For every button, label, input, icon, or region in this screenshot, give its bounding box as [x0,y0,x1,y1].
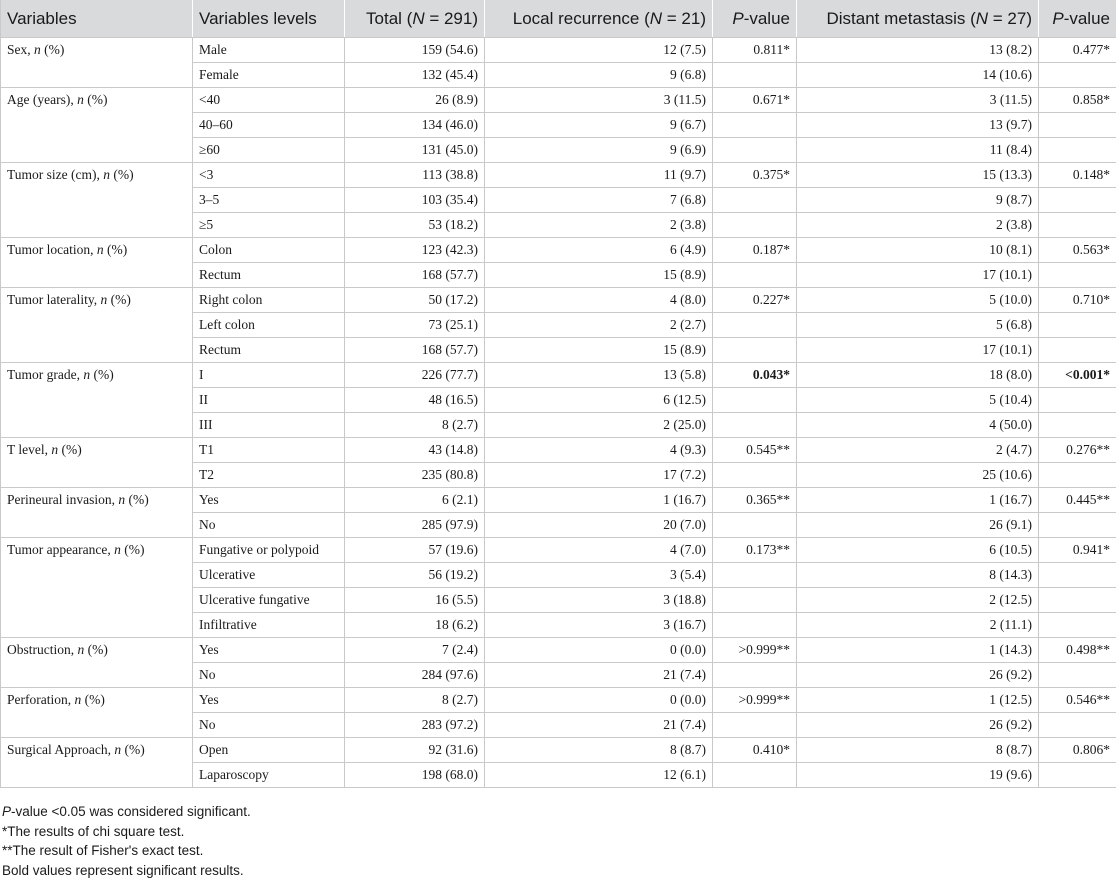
table-row [1,438,1116,463]
total-cell: 26 (8.9) [345,88,485,113]
local-recurrence-cell: 0 (0.0) [485,638,713,663]
p-value-local-cell [713,63,797,88]
distant-metastasis-cell: 4 (50.0) [797,413,1039,438]
level-cell: Fungative or polypoid [193,538,345,563]
p-value-local-cell: 0.365** [713,488,797,513]
distant-metastasis-cell: 17 (10.1) [797,263,1039,288]
local-recurrence-cell: 3 (16.7) [485,613,713,638]
p-value-local-cell [713,388,797,413]
distant-metastasis-cell: 9 (8.7) [797,188,1039,213]
total-cell: 103 (35.4) [345,188,485,213]
footnote-chi-square: *The results of chi square test. [2,822,1116,842]
table-row [1,288,1116,313]
total-cell: 132 (45.4) [345,63,485,88]
p-value-distant-cell [1039,613,1116,638]
local-recurrence-cell: 6 (4.9) [485,238,713,263]
p-value-local-cell: 0.375* [713,163,797,188]
total-cell: 50 (17.2) [345,288,485,313]
p-value-distant-cell [1039,763,1116,788]
distant-metastasis-cell: 26 (9.2) [797,713,1039,738]
local-recurrence-cell: 4 (9.3) [485,438,713,463]
distant-metastasis-cell: 8 (8.7) [797,738,1039,763]
total-cell: 16 (5.5) [345,588,485,613]
table-row [1,488,1116,513]
header-total: Total (N = 291) [345,0,485,38]
local-recurrence-cell: 9 (6.8) [485,63,713,88]
level-cell: Ulcerative fungative [193,588,345,613]
distant-metastasis-cell: 6 (10.5) [797,538,1039,563]
p-value-local-cell: 0.410* [713,738,797,763]
variable-cell: T level, n (%) [1,438,193,488]
p-value-local-cell: 0.545** [713,438,797,463]
distant-metastasis-cell: 1 (12.5) [797,688,1039,713]
distant-metastasis-cell: 5 (10.4) [797,388,1039,413]
local-recurrence-cell: 9 (6.7) [485,113,713,138]
local-recurrence-cell: 9 (6.9) [485,138,713,163]
total-cell: 168 (57.7) [345,263,485,288]
distant-metastasis-cell: 15 (13.3) [797,163,1039,188]
local-recurrence-cell: 3 (18.8) [485,588,713,613]
p-value-distant-cell: 0.563* [1039,238,1116,263]
total-cell: 226 (77.7) [345,363,485,388]
p-value-local-cell [713,263,797,288]
table-body [1,38,1116,788]
level-cell: Right colon [193,288,345,313]
variable-cell: Tumor size (cm), n (%) [1,163,193,238]
header-row [1,0,1116,38]
total-cell: 8 (2.7) [345,688,485,713]
variable-cell: Sex, n (%) [1,38,193,88]
p-value-distant-cell: 0.276** [1039,438,1116,463]
total-cell: 168 (57.7) [345,338,485,363]
level-cell: Rectum [193,338,345,363]
p-value-distant-cell: 0.445** [1039,488,1116,513]
p-value-local-cell: 0.811* [713,38,797,63]
distant-metastasis-cell: 8 (14.3) [797,563,1039,588]
level-cell: ≥60 [193,138,345,163]
total-cell: 7 (2.4) [345,638,485,663]
header-p-value-distant: P-value [1039,0,1116,38]
distant-metastasis-cell: 3 (11.5) [797,88,1039,113]
distant-metastasis-cell: 5 (10.0) [797,288,1039,313]
variable-cell: Obstruction, n (%) [1,638,193,688]
distant-metastasis-cell: 1 (14.3) [797,638,1039,663]
p-value-distant-cell [1039,513,1116,538]
table-row [1,638,1116,663]
p-value-local-cell [713,588,797,613]
table-footnotes [0,788,1116,880]
variable-cell: Perforation, n (%) [1,688,193,738]
level-cell: Female [193,63,345,88]
p-value-distant-cell [1039,588,1116,613]
variable-cell: Tumor location, n (%) [1,238,193,288]
level-cell: Infiltrative [193,613,345,638]
variable-cell: Surgical Approach, n (%) [1,738,193,788]
footnote-significance: P-value <0.05 was considered significant. [2,802,1116,822]
p-value-local-cell [713,613,797,638]
variable-cell: Tumor appearance, n (%) [1,538,193,638]
distant-metastasis-cell: 17 (10.1) [797,338,1039,363]
local-recurrence-cell: 7 (6.8) [485,188,713,213]
level-cell: 40–60 [193,113,345,138]
local-recurrence-cell: 15 (8.9) [485,263,713,288]
variable-cell: Tumor laterality, n (%) [1,288,193,363]
p-value-local-cell: 0.173** [713,538,797,563]
distant-metastasis-cell: 13 (8.2) [797,38,1039,63]
table-row [1,38,1116,63]
local-recurrence-cell: 3 (11.5) [485,88,713,113]
p-value-distant-cell [1039,263,1116,288]
level-cell: Yes [193,638,345,663]
local-recurrence-cell: 20 (7.0) [485,513,713,538]
distant-metastasis-cell: 2 (11.1) [797,613,1039,638]
p-value-local-cell [713,138,797,163]
local-recurrence-cell: 13 (5.8) [485,363,713,388]
distant-metastasis-cell: 2 (12.5) [797,588,1039,613]
total-cell: 283 (97.2) [345,713,485,738]
p-value-local-cell [713,463,797,488]
total-cell: 113 (38.8) [345,163,485,188]
distant-metastasis-cell: 2 (3.8) [797,213,1039,238]
distant-metastasis-cell: 18 (8.0) [797,363,1039,388]
level-cell: No [193,663,345,688]
level-cell: Laparoscopy [193,763,345,788]
table-row [1,688,1116,713]
local-recurrence-cell: 8 (8.7) [485,738,713,763]
local-recurrence-cell: 12 (7.5) [485,38,713,63]
header-local-recurrence: Local recurrence (N = 21) [485,0,713,38]
table-row [1,738,1116,763]
table-row [1,238,1116,263]
total-cell: 43 (14.8) [345,438,485,463]
p-value-local-cell: 0.227* [713,288,797,313]
p-value-local-cell: 0.043* [713,363,797,388]
total-cell: 56 (19.2) [345,563,485,588]
local-recurrence-cell: 15 (8.9) [485,338,713,363]
table-row [1,163,1116,188]
total-cell: 73 (25.1) [345,313,485,338]
p-value-local-cell: 0.187* [713,238,797,263]
distant-metastasis-cell: 13 (9.7) [797,113,1039,138]
footnote-bold: Bold values represent significant results. [2,861,1116,880]
total-cell: 123 (42.3) [345,238,485,263]
level-cell: T2 [193,463,345,488]
header-distant-metastasis: Distant metastasis (N = 27) [797,0,1039,38]
level-cell: T1 [193,438,345,463]
level-cell: No [193,513,345,538]
p-value-distant-cell: <0.001* [1039,363,1116,388]
distant-metastasis-cell: 5 (6.8) [797,313,1039,338]
p-value-distant-cell [1039,713,1116,738]
level-cell: II [193,388,345,413]
level-cell: Colon [193,238,345,263]
level-cell: ≥5 [193,213,345,238]
level-cell: Left colon [193,313,345,338]
p-value-distant-cell [1039,113,1116,138]
distant-metastasis-cell: 10 (8.1) [797,238,1039,263]
p-value-distant-cell: 0.148* [1039,163,1116,188]
p-value-distant-cell: 0.710* [1039,288,1116,313]
p-value-distant-cell [1039,388,1116,413]
local-recurrence-cell: 0 (0.0) [485,688,713,713]
p-value-local-cell [713,338,797,363]
distant-metastasis-cell: 26 (9.2) [797,663,1039,688]
local-recurrence-cell: 6 (12.5) [485,388,713,413]
local-recurrence-cell: 21 (7.4) [485,713,713,738]
total-cell: 198 (68.0) [345,763,485,788]
distant-metastasis-cell: 11 (8.4) [797,138,1039,163]
p-value-distant-cell [1039,138,1116,163]
p-value-distant-cell [1039,413,1116,438]
level-cell: Ulcerative [193,563,345,588]
p-value-distant-cell: 0.806* [1039,738,1116,763]
total-cell: 53 (18.2) [345,213,485,238]
table-row [1,538,1116,563]
distant-metastasis-cell: 14 (10.6) [797,63,1039,88]
local-recurrence-cell: 21 (7.4) [485,663,713,688]
total-cell: 134 (46.0) [345,113,485,138]
p-value-local-cell [713,513,797,538]
total-cell: 131 (45.0) [345,138,485,163]
p-value-distant-cell [1039,213,1116,238]
p-value-local-cell: >0.999** [713,688,797,713]
table-row [1,363,1116,388]
p-value-local-cell [713,663,797,688]
level-cell: <40 [193,88,345,113]
total-cell: 8 (2.7) [345,413,485,438]
p-value-local-cell [713,213,797,238]
level-cell: Open [193,738,345,763]
distant-metastasis-cell: 1 (16.7) [797,488,1039,513]
level-cell: Yes [193,488,345,513]
p-value-local-cell [713,713,797,738]
total-cell: 284 (97.6) [345,663,485,688]
p-value-local-cell [713,113,797,138]
local-recurrence-cell: 2 (2.7) [485,313,713,338]
total-cell: 18 (6.2) [345,613,485,638]
level-cell: Rectum [193,263,345,288]
distant-metastasis-cell: 25 (10.6) [797,463,1039,488]
local-recurrence-cell: 2 (25.0) [485,413,713,438]
distant-metastasis-cell: 2 (4.7) [797,438,1039,463]
level-cell: I [193,363,345,388]
total-cell: 48 (16.5) [345,388,485,413]
p-value-distant-cell: 0.477* [1039,38,1116,63]
local-recurrence-cell: 17 (7.2) [485,463,713,488]
p-value-local-cell [713,188,797,213]
total-cell: 235 (80.8) [345,463,485,488]
p-value-distant-cell [1039,563,1116,588]
level-cell: III [193,413,345,438]
p-value-distant-cell [1039,663,1116,688]
p-value-local-cell [713,413,797,438]
level-cell: 3–5 [193,188,345,213]
variable-cell: Perineural invasion, n (%) [1,488,193,538]
local-recurrence-cell: 4 (7.0) [485,538,713,563]
local-recurrence-cell: 11 (9.7) [485,163,713,188]
local-recurrence-cell: 3 (5.4) [485,563,713,588]
p-value-distant-cell: 0.546** [1039,688,1116,713]
local-recurrence-cell: 12 (6.1) [485,763,713,788]
total-cell: 6 (2.1) [345,488,485,513]
distant-metastasis-cell: 26 (9.1) [797,513,1039,538]
p-value-local-cell [713,313,797,338]
table-row [1,88,1116,113]
p-value-distant-cell: 0.498** [1039,638,1116,663]
total-cell: 285 (97.9) [345,513,485,538]
total-cell: 159 (54.6) [345,38,485,63]
p-value-distant-cell [1039,63,1116,88]
local-recurrence-cell: 1 (16.7) [485,488,713,513]
p-value-local-cell: 0.671* [713,88,797,113]
p-value-local-cell [713,563,797,588]
total-cell: 57 (19.6) [345,538,485,563]
level-cell: No [193,713,345,738]
variable-cell: Tumor grade, n (%) [1,363,193,438]
p-value-local-cell [713,763,797,788]
level-cell: Yes [193,688,345,713]
level-cell: Male [193,38,345,63]
p-value-distant-cell: 0.941* [1039,538,1116,563]
total-cell: 92 (31.6) [345,738,485,763]
p-value-distant-cell [1039,338,1116,363]
p-value-local-cell: >0.999** [713,638,797,663]
p-value-distant-cell: 0.858* [1039,88,1116,113]
level-cell: <3 [193,163,345,188]
p-value-distant-cell [1039,188,1116,213]
footnote-fisher: **The result of Fisher's exact test. [2,841,1116,861]
local-recurrence-cell: 2 (3.8) [485,213,713,238]
header-variables: Variables [1,0,193,38]
p-value-distant-cell [1039,313,1116,338]
header-p-value-local: P-value [713,0,797,38]
table-header [1,0,1116,38]
p-value-distant-cell [1039,463,1116,488]
header-variables-levels: Variables levels [193,0,345,38]
distant-metastasis-cell: 19 (9.6) [797,763,1039,788]
local-recurrence-cell: 4 (8.0) [485,288,713,313]
variable-cell: Age (years), n (%) [1,88,193,163]
